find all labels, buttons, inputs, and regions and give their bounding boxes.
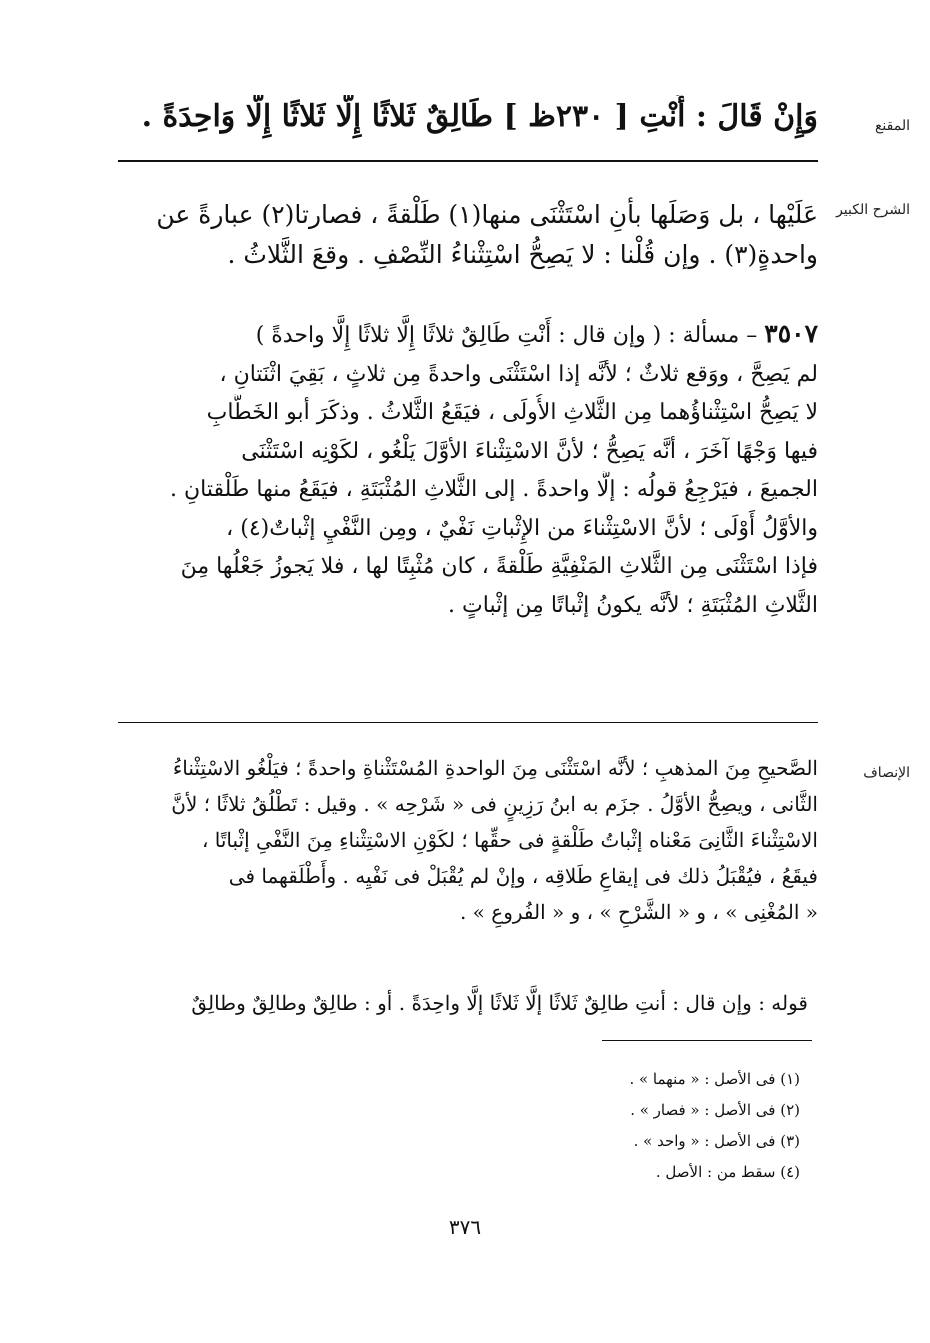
insaf-line: الاسْتِثْناءَ الثَّانِىَ مَعْناه إثْباتُ طَلْقةٍ فى حقِّها ؛ لكَوْنِ الاسْتِثْناءِ مِنَ النَّفْىِ إثْباتًا ، (201, 828, 818, 852)
section-label-muqni: المقنع (874, 118, 910, 134)
masala-line: الثَّلاثِ المُثْبَتَةِ ؛ لأنَّه يكونُ إثْباتًا مِن إثْباتٍ . (448, 592, 818, 618)
section-divider (118, 160, 818, 162)
masala-line: لم يَصِحَّ ، ووَقع ثلاثٌ ؛ لأنَّه إذا اسْتَثْنَى واحدةً مِن ثلاثٍ ، بَقِيَ اثْنَتانِ ، (219, 361, 818, 387)
muqni-line: وَإِنْ قَالَ : أَنْتِ [ ٢٣٠ظ ] طَالِقٌ ثَلاثًا إِلَّا ثَلاثًا إِلَّا وَاحِدَةً . (141, 99, 818, 134)
footnote-item: (٢) فى الأصل : « فصار » . (630, 1101, 800, 1119)
masala-heading: – مسألة : ( وإن قال : أَنْتِ طَالِقٌ ثلاثًا إِلَّا ثلاثًا إِلَّا واحدةً ) (255, 323, 758, 348)
section-label-sharh: الشرح الكبير (836, 202, 910, 218)
masala-line: والأوَّلُ أَوْلَى ؛ لأنَّ الاسْتِثْناءَ من الإِثْباتِ نَفْيٌ ، ومِن النَّفْيِ إثْباتٌ(٤) ، (226, 515, 818, 541)
masala-number: ٣٥٠٧ (764, 319, 818, 348)
insaf-qawl (118, 985, 808, 1021)
masala-line: الجميعَ ، فيَرْجِعُ قولُه : إلَّا واحدةً . إلى الثَّلاثِ المُثْبَتَةِ ، فيَقَعُ منها طَلْقتانِ . (169, 477, 818, 502)
insaf-line: فيقَعُ ، فيُقْبَلُ ذلك فى إيقاعِ طَلاقِه ، وإنْ لم يُقْبَلْ فى نَفْيِه . وأَطْلَقهما فى (228, 864, 818, 888)
muqni-text (118, 95, 818, 139)
insaf-line: الثَّانى ، ويصِحُّ الأوَّلُ . جزَم به ابنُ رَزِينٍ فى « شَرْحِه » . وقيل : تَطْلُقُ ثلاثًا ؛ لأنَّ (171, 792, 818, 816)
masala-line: لا يَصِحُّ اسْتِثْناؤُهما مِن الثَّلاثِ الأُولَى ، فيَقَعُ الثَّلاثُ . وذكَرَ أبو الخَطَّابِ (206, 400, 818, 425)
sharh-text (118, 195, 818, 275)
masala-line: فيها وَجْهًا آخَرَ ، أنَّه يَصِحُّ ؛ لأنَّ الاسْتِثْناءَ الأوَّلَ يَلْغُو ، لكَوْنِه اسْتَثْنَى (241, 438, 818, 464)
qawl-line: قوله : وإن قال : أنتِ طالِقٌ ثَلاثًا إلَّا ثَلاثًا إلَّا واحِدَةً . أو : طالِقٌ وطالِقٌ وطالِقٌ (191, 991, 808, 1015)
page-number: ٣٧٦ (448, 1215, 482, 1239)
insaf-text (118, 750, 818, 930)
footnote-divider (602, 1040, 812, 1041)
masala-line (118, 315, 818, 356)
footnote-item: (٣) فى الأصل : « واحد » . (633, 1132, 800, 1150)
masala-line: فإذا اسْتَثْنَى مِن الثَّلاثِ المَنْفِيَّةِ طَلْقةً ، كان مُثْبِتًا لها ، فلا يَجوزُ جَعْلُها مِنَ (180, 554, 818, 579)
masala-paragraph (118, 315, 818, 625)
insaf-line: الصَّحيحِ مِنَ المذهبِ ؛ لأنَّه اسْتَثْنَى مِنَ الواحدةِ المُسْتَثْناةِ واحدةً ؛ فيَلْغُو الاسْتِثْناءُ (172, 756, 818, 780)
sharh-line: عَلَيْها ، بل وَصَلَها بأنِ اسْتَثْنَى منها(١) طَلْقةً ، فصارتا(٢) عبارةً عن (156, 200, 818, 229)
section-label-insaf: الإنصاف (863, 765, 910, 781)
insaf-line: « المُغْنِى » ، و « الشَّرْحِ » ، و « الفُروعِ » . (459, 900, 818, 924)
footnote-item: (١) فى الأصل : « منهما » . (629, 1070, 800, 1088)
sharh-line: واحدةٍ(٣) . وإن قُلْنا : لا يَصِحُّ اسْتِثْناءُ النِّصْفِ . وقعَ الثَّلاثُ . (227, 240, 818, 269)
footnotes (480, 1064, 800, 1188)
footnote-item: (٤) سقط من : الأصل . (655, 1163, 800, 1181)
section-divider (118, 722, 818, 723)
